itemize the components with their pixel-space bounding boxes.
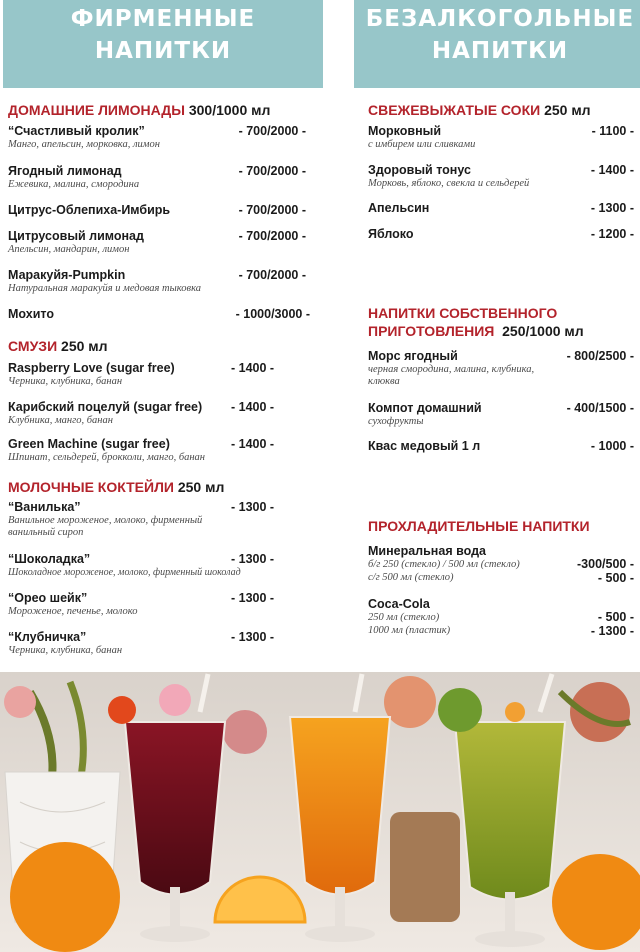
menu-item-name: Green Machine (sugar free) [8, 437, 170, 451]
menu-item-name: Мохито [8, 307, 54, 321]
section-volume: 250 мл [544, 102, 591, 118]
menu-item-desc: Клубника, манго, банан [8, 415, 113, 426]
menu-item-name: Здоровый тонус [368, 163, 471, 177]
section-title-text: СВЕЖЕВЫЖАТЫЕ СОКИ [368, 102, 541, 118]
menu-item-price: -300/500 - [577, 557, 634, 571]
section-title-juices [368, 102, 591, 118]
menu-item-desc: 1000 мл (пластик) [368, 625, 451, 636]
section-title-cold-drinks [368, 518, 590, 534]
banner-line-2: НАПИТКИ [431, 38, 569, 64]
menu-item-price: - 1000 - [590, 439, 634, 453]
menu-item-price: - 1000/3000 - [235, 307, 310, 321]
menu-item-desc: сухофрукты [368, 416, 424, 427]
menu-item-price: - 1400 - [231, 437, 275, 451]
section-title-lemonades [8, 102, 270, 118]
banner-line-1: БЕЗАЛКОГОЛЬНЫЕ [365, 6, 635, 32]
menu-item-name: Карибский поцелуй (sugar free) [8, 400, 203, 414]
menu-item-desc: Мороженое, печенье, молоко [8, 606, 138, 617]
menu-item-price: - 700/2000 - [238, 268, 306, 282]
menu-item-name: Минеральная вода [368, 544, 486, 558]
menu-item-price: - 1200 - [590, 227, 634, 241]
menu-item-desc: с/г 500 мл (стекло) [368, 572, 454, 583]
menu-item-name: “Ванилька” [8, 500, 81, 514]
section-title-text: ПРИГОТОВЛЕНИЯ [368, 323, 495, 339]
menu-item-name: Квас медовый 1 л [368, 439, 481, 453]
menu-item-desc: Ванильное мороженое, молоко, фирменный [8, 515, 203, 526]
menu-item-price: - 1400 - [590, 163, 634, 177]
menu-item-name: Цитрус-Облепиха-Имбирь [8, 203, 171, 217]
section-title-text: СМУЗИ [8, 338, 58, 354]
menu-item-desc: Черника, клубника, банан [8, 376, 123, 387]
menu-item-desc: с имбирем или сливками [368, 139, 476, 150]
banner-line-1: ФИРМЕННЫЕ [70, 6, 256, 32]
menu-item-name: “Орео шейк” [8, 591, 88, 605]
menu-item-name: Цитрусовый лимонад [8, 229, 144, 243]
menu-item-name: Яблоко [368, 227, 414, 241]
section-title-text: ДОМАШНИЕ ЛИМОНАДЫ [8, 102, 185, 118]
menu-item-desc: Натуральная маракуйя и медовая тыковка [8, 283, 201, 294]
section-title-homemade-line2 [368, 323, 584, 339]
section-volume: 250/1000 мл [502, 323, 584, 339]
section-title-text: МОЛОЧНЫЕ КОКТЕЙЛИ [8, 479, 174, 495]
menu-item-price: - 1400 - [231, 400, 275, 414]
menu-item-price: - 400/1500 - [566, 401, 634, 415]
menu-item-price: - 700/2000 - [238, 124, 306, 138]
menu-item-name: Морс ягодный [368, 349, 458, 363]
section-title-text: НАПИТКИ СОБСТВЕННОГО [368, 305, 558, 321]
banner-signature-drinks [3, 0, 323, 88]
menu-item-price: - 1300 - [231, 591, 275, 605]
menu-item-name: Компот домашний [368, 401, 482, 415]
menu-item-desc: Апельсин, мандарин, лимон [8, 244, 130, 255]
section-title-smoothies [8, 338, 108, 354]
menu-item-price: - 1400 - [231, 361, 275, 375]
menu-item-desc: черная смородина, малина, клубника, [368, 364, 535, 375]
menu-item-name: Raspberry Love (sugar free) [8, 361, 175, 375]
menu-item-price: - 1300 - [231, 500, 275, 514]
menu-item-price: - 1300 - [590, 624, 634, 638]
menu-item-price: - 700/2000 - [238, 164, 306, 178]
menu-item-name: Морковный [368, 124, 442, 138]
menu-item-desc: Морковь, яблоко, свекла и сельдерей [368, 178, 530, 189]
section-volume: 300/1000 мл [188, 102, 271, 118]
menu-item-desc: б/г 250 (стекло) / 500 мл (стекло) [368, 559, 520, 570]
menu-item-price: - 1100 - [591, 124, 634, 138]
section-volume: 250 мл [177, 479, 225, 495]
menu-item-name: “Счастливый кролик” [8, 124, 145, 138]
menu-item-desc: Шоколадное мороженое, молоко, фирменный шоколад [8, 567, 241, 578]
drinks-photo [0, 672, 640, 952]
menu-item-desc: Ежевика, малина, смородина [8, 179, 140, 190]
menu-item-name: Ягодный лимонад [8, 164, 122, 178]
menu-item-desc: клюква [368, 376, 400, 387]
section-volume: 250 мл [61, 338, 108, 354]
menu-item-desc: Манго, апельсин, морковка, лимон [8, 139, 160, 150]
menu-item-desc: 250 мл (стекло) [368, 612, 440, 623]
menu-item-price: - 700/2000 - [238, 229, 306, 243]
menu-item-price: - 1300 - [231, 552, 275, 566]
section-title-homemade [368, 305, 557, 321]
menu-item-price: - 1300 - [590, 201, 634, 215]
menu-item-name: Апельсин [368, 201, 430, 215]
menu-item-name: “Шоколадка” [8, 552, 91, 566]
menu-item-desc: Черника, клубника, банан [8, 645, 123, 656]
menu-item-name: Coca-Cola [368, 597, 430, 611]
menu-item-price: - 800/2500 - [566, 349, 634, 363]
menu-item-name: “Клубничка” [8, 630, 87, 644]
menu-item-price: - 1300 - [231, 630, 275, 644]
section-title-text: ПРОХЛАДИТЕЛЬНЫЕ НАПИТКИ [368, 518, 590, 534]
menu-item-price: - 500 - [597, 610, 634, 624]
menu-item-price: - 700/2000 - [238, 203, 306, 217]
menu-item-price: - 500 - [597, 571, 634, 585]
menu-item-desc: Шпинат, сельдерей, брокколи, манго, банан [8, 452, 206, 463]
banner-line-2: НАПИТКИ [94, 38, 232, 64]
section-title-milkshakes [8, 479, 224, 495]
menu-item-desc: ванильный сироп [8, 527, 84, 538]
banner-non-alcoholic [354, 0, 640, 88]
menu-item-name: Маракуйя-Pumpkin [8, 268, 126, 282]
